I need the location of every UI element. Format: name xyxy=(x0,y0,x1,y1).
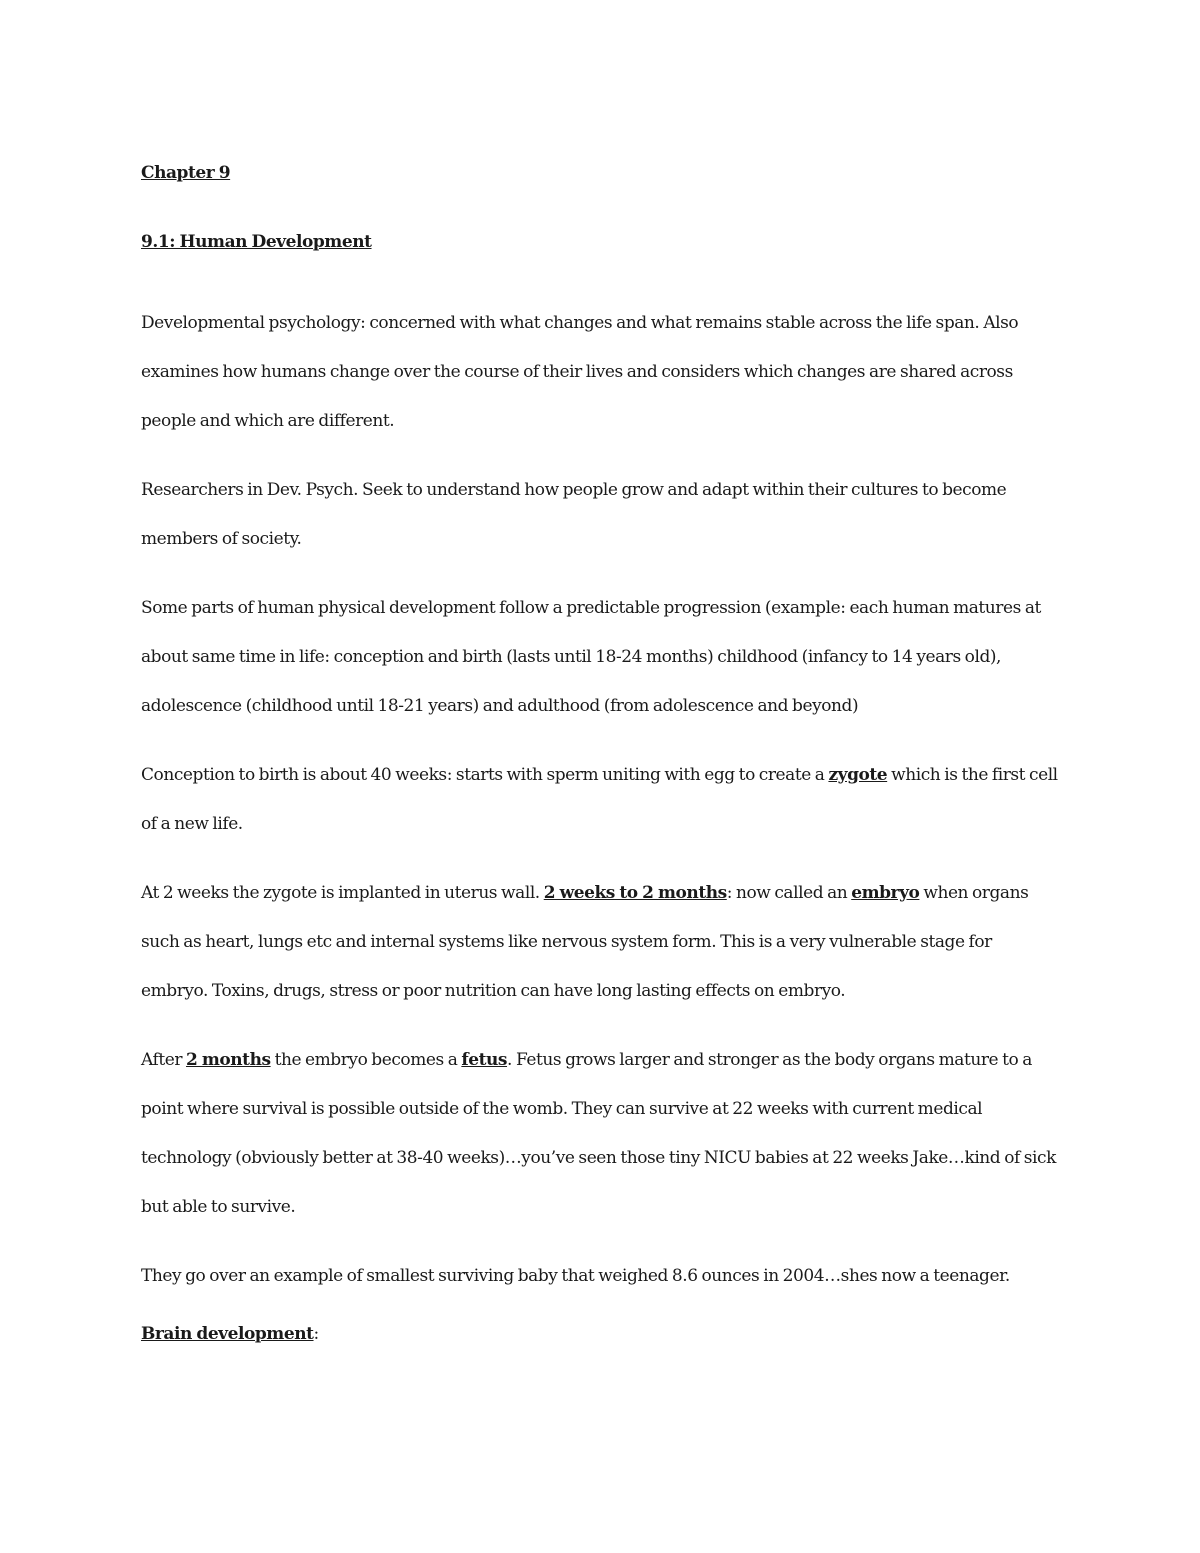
text-run: At 2 weeks the zygote is implanted in uterus wall. xyxy=(141,883,544,903)
text-run: the embryo becomes a xyxy=(270,1050,462,1070)
paragraph-smallest-baby: They go over an example of smallest surviving baby that weighed 8.6 ounces in 2004…shes now a teenager. xyxy=(141,1266,1010,1286)
term-zygote: zygote xyxy=(828,765,888,785)
term-2-weeks-to-2-months: 2 weeks to 2 months xyxy=(543,883,727,903)
paragraph-fetus xyxy=(141,1036,1061,1232)
brain-development-heading-line xyxy=(141,1321,1061,1347)
term-2-months: 2 months xyxy=(186,1050,271,1070)
paragraph-physical-development: Some parts of human physical development follow a predictable progression (example: each human matures at about same time in life: conception and birth (lasts until 18-24 months) childhood (infancy to 14 years old), adolescence (childhood until 18-21 years) and adulthood (from adolescence and beyond) xyxy=(141,598,1041,716)
document-page xyxy=(141,160,1061,1347)
heading-colon: : xyxy=(313,1324,319,1344)
text-run: . Fetus grows larger and stronger as the body organs mature to a point where survival is possible outside of the womb. They can survive at 22 weeks with current medical technology (obviously better at 38-40 weeks)…you’ve seen those tiny NICU babies at 22 weeks Jake…kind of sick but able to survive. xyxy=(141,1050,1056,1217)
text-run: which is the first cell of a new life. xyxy=(141,765,1058,834)
chapter-title: Chapter 9 xyxy=(141,163,231,183)
text-run: when organs such as heart, lungs etc and internal systems like nervous system form. This is a very vulnerable stage for embryo. Toxins, drugs, stress or poor nutrition can have long lasting effects on embryo. xyxy=(141,883,1029,1001)
paragraph-developmental-psychology: Developmental psychology: concerned with what changes and what remains stable across the life span. Also examines how humans change over the course of their lives and considers which changes are shared across people and which are different. xyxy=(141,313,1019,431)
paragraph-conception xyxy=(141,751,1061,849)
term-fetus: fetus xyxy=(461,1050,508,1070)
text-run: After xyxy=(141,1050,186,1070)
section-title: 9.1: Human Development xyxy=(141,232,372,252)
text-run: : now called an xyxy=(726,883,852,903)
term-embryo: embryo xyxy=(851,883,920,903)
paragraph-researchers: Researchers in Dev. Psych. Seek to understand how people grow and adapt within their cultures to become members of society. xyxy=(141,480,1007,549)
text-run: Conception to birth is about 40 weeks: starts with sperm uniting with egg to create a xyxy=(141,765,829,785)
brain-development-heading: Brain development xyxy=(141,1324,314,1344)
paragraph-embryo xyxy=(141,869,1061,1016)
